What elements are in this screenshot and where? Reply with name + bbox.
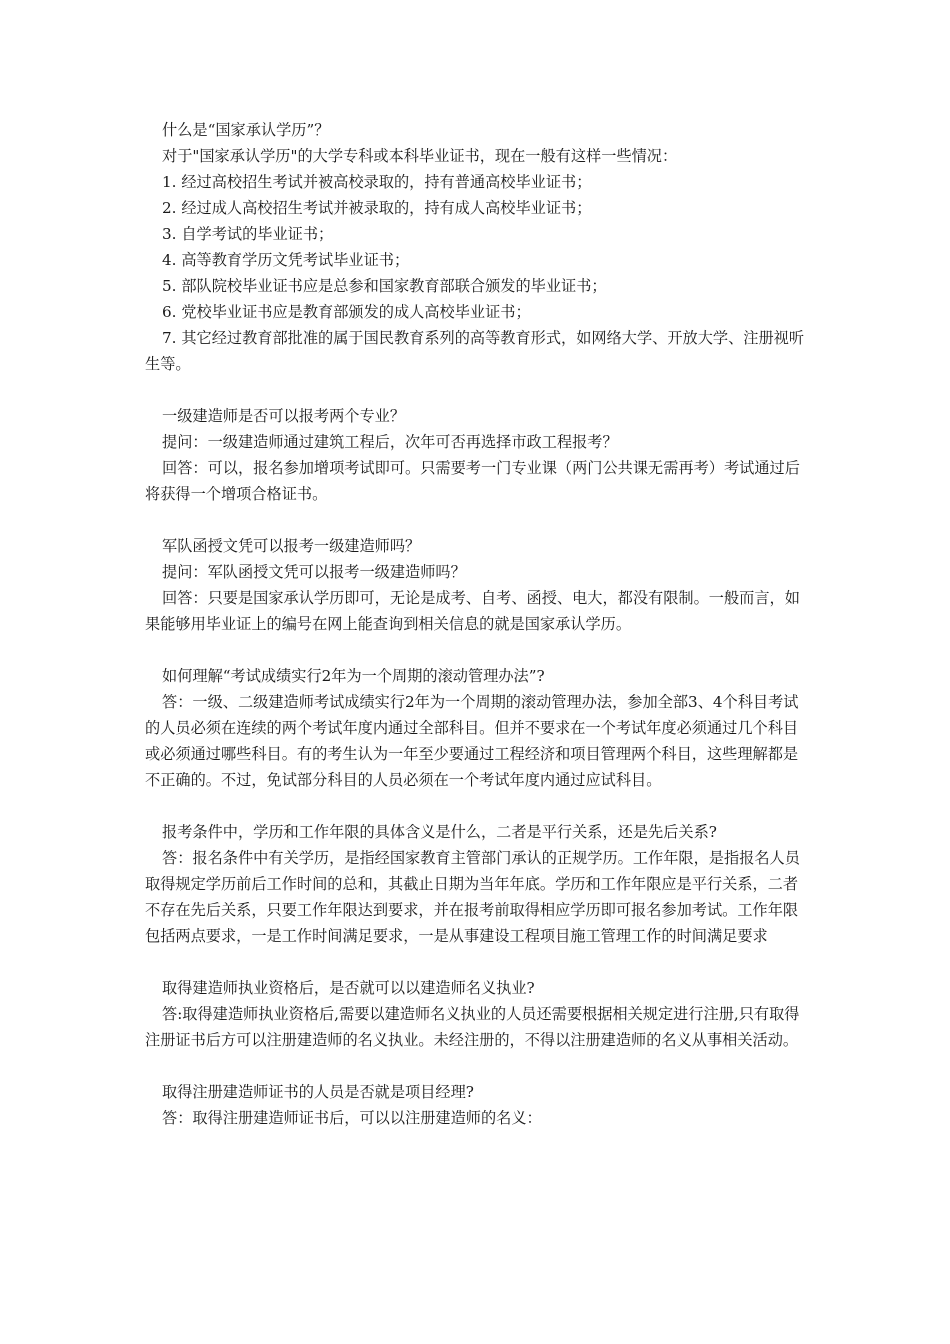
section-title: 如何理解“考试成绩实行2年为一个周期的滚动管理办法”? <box>162 667 545 685</box>
faq-section-degree-and-experience <box>145 819 811 949</box>
section-answer: 答：一级、二级建造师考试成绩实行2年为一个周期的滚动管理办法，参加全部3、4个科目考试的人员必须在连续的两个考试年度内通过全部科目。但并不要求在一个考试年度必须通过几个科目或必须通过哪些科目。有的考生认为一年至少要通过工程经济和项目管理两个科目，这些理解都是不正确的。不过，免试部分科目的人员必须在一个考试年度内通过应试科目。 <box>145 693 799 789</box>
section-title: 什么是“国家承认学历”？ <box>162 121 330 139</box>
list-item: 4. 高等教育学历文凭考试毕业证书； <box>162 251 410 269</box>
section-title: 报考条件中，学历和工作年限的具体含义是什么，二者是平行关系，还是先后关系? <box>162 823 717 841</box>
list-item: 3. 自学考试的毕业证书； <box>162 225 334 243</box>
section-answer: 回答：可以，报名参加增项考试即可。只需要考一门专业课（两门公共课无需再考）考试通过后将获得一个增项合格证书。 <box>145 459 800 503</box>
section-title: 一级建造师是否可以报考两个专业？ <box>162 407 405 425</box>
section-answer: 答：取得注册建造师证书后，可以以注册建造师的名义： <box>162 1109 542 1127</box>
list-item: 2. 经过成人高校招生考试并被录取的，持有成人高校毕业证书； <box>162 199 592 217</box>
list-item: 6. 党校毕业证书应是教育部颁发的成人高校毕业证书； <box>162 303 531 321</box>
document-body <box>145 117 811 1131</box>
faq-section-military-diploma <box>145 533 811 637</box>
section-title: 军队函授文凭可以报考一级建造师吗？ <box>162 537 421 555</box>
list-item: 7. 其它经过教育部批准的属于国民教育系列的高等教育形式，如网络大学、开放大学、注册视听生等。 <box>145 329 805 373</box>
section-answer: 答:取得建造师执业资格后,需要以建造师名义执业的人员还需要根据相关规定进行注册,只有取得注册证书后方可以注册建造师的名义执业。未经注册的，不得以注册建造师的名义从事相关活动。 <box>145 1005 800 1049</box>
section-intro: 对于"国家承认学历"的大学专科或本科毕业证书，现在一般有这样一些情况： <box>162 147 678 165</box>
faq-section-practice-qualification <box>145 975 811 1053</box>
section-answer: 答：报名条件中有关学历，是指经国家教育主管部门承认的正规学历。工作年限，是指报名人员取得规定学历前后工作时间的总和，其截止日期为当年年底。学历和工作年限应是平行关系，二者不存在先后关系，只要工作年限达到要求，并在报考前取得相应学历即可报名参加考试。工作年限包括两点要求，一是工作时间满足要求，一是从事建设工程项目施工管理工作的时间满足要求 <box>145 849 800 945</box>
list-item: 5. 部队院校毕业证书应是总参和国家教育部联合颁发的毕业证书； <box>162 277 607 295</box>
faq-section-two-specialties <box>145 403 811 507</box>
section-question: 提问：一级建造师通过建筑工程后，次年可否再选择市政工程报考？ <box>162 433 618 451</box>
faq-section-academic-degree <box>145 117 811 377</box>
section-title: 取得注册建造师证书的人员是否就是项目经理? <box>162 1083 474 1101</box>
section-question: 提问：军队函授文凭可以报考一级建造师吗？ <box>162 563 466 581</box>
section-title: 取得建造师执业资格后，是否就可以以建造师名义执业? <box>162 979 535 997</box>
faq-section-project-manager <box>145 1079 811 1131</box>
faq-section-rolling-scores <box>145 663 811 793</box>
section-answer: 回答：只要是国家承认学历即可，无论是成考、自考、函授、电大，都没有限制。一般而言，如果能够用毕业证上的编号在网上能查询到相关信息的就是国家承认学历。 <box>145 589 800 633</box>
list-item: 1. 经过高校招生考试并被高校录取的，持有普通高校毕业证书； <box>162 173 592 191</box>
